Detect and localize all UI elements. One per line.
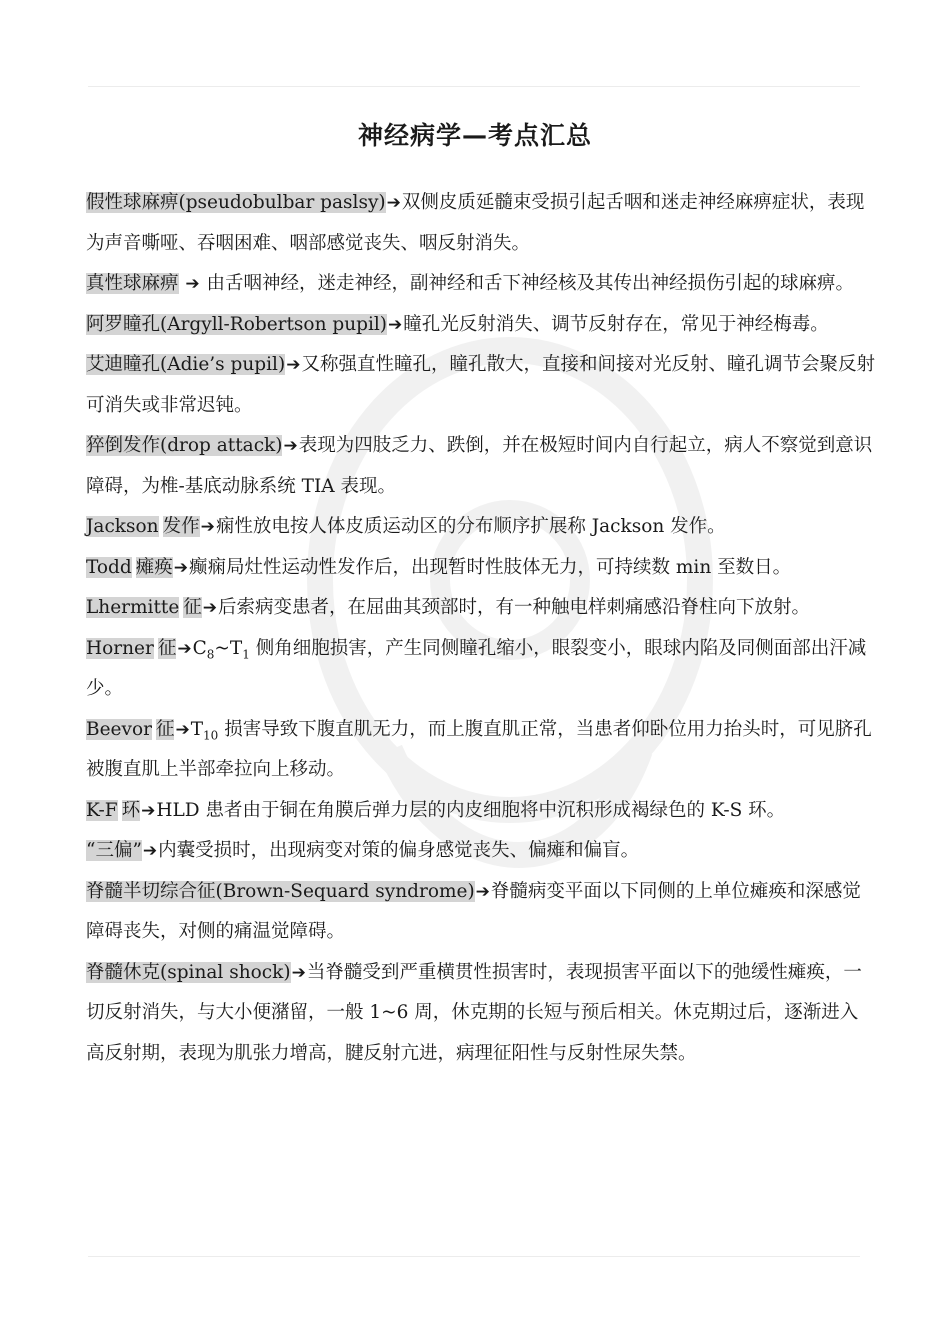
header-rule <box>88 86 860 87</box>
entry-term-suffix: 征 <box>183 597 202 618</box>
entry-drop-attack <box>86 426 876 507</box>
spinal-level: ~T <box>214 637 243 659</box>
arrow-icon: ➔ <box>173 557 188 578</box>
entry-term: Jackson <box>86 516 159 537</box>
entry-term-suffix: 发作 <box>162 516 200 537</box>
spinal-level-subscript: 1 <box>242 647 250 662</box>
arrow-icon: ➔ <box>200 517 215 537</box>
entry-term: Beevor <box>86 718 152 740</box>
entry-todd-paralysis <box>86 548 876 589</box>
entry-adie-pupil <box>86 345 876 426</box>
entry-lhermitte-sign <box>86 588 876 629</box>
arrow-icon: ➔ <box>475 881 490 902</box>
entry-text: 当脊髓受到严重横贯性损害时，表现损害平面以下的弛缓性瘫痪，一切反射消失，与大小便潴留，一般 1~6 周，休克期的长短与预后相关。休克期过后，逐渐进入高反射期，表现为肌张力增高，腱反射亢进，病理征阳性与反射性尿失禁。 <box>86 961 862 1064</box>
entry-pseudobulbar-palsy <box>86 183 876 264</box>
arrow-icon: ➔ <box>283 436 298 456</box>
entry-text: 双侧皮质延髓束受损引起舌咽和迷走神经麻痹症状，表现为声音嘶哑、吞咽困难、咽部感觉丧失、咽反射消失。 <box>86 192 865 254</box>
entry-term: 阿罗瞳孔(Argyll-Robertson pupil) <box>86 313 388 335</box>
entry-term-suffix: 征 <box>155 718 175 740</box>
entry-term: 猝倒发作(drop attack) <box>86 435 283 456</box>
entry-argyll-robertson-pupil <box>86 305 876 346</box>
entry-text: 癫痫局灶性运动性发作后，出现暂时性肢体无力，可持续数 min 至数日。 <box>189 556 792 578</box>
entry-text: 瞳孔光反射消失、调节反射存在，常见于神经梅毒。 <box>403 313 829 335</box>
spinal-level-subscript: 10 <box>203 728 219 743</box>
entry-term: 真性球麻痹 <box>86 273 179 294</box>
entry-term-suffix: 征 <box>157 637 177 659</box>
entry-spinal-shock <box>86 953 876 1075</box>
spinal-level-subscript: 8 <box>206 647 215 662</box>
entry-jackson-seizure <box>86 507 876 548</box>
spinal-level: T <box>190 718 204 740</box>
entry-horner-sign <box>86 629 876 710</box>
entry-term: 假性球麻痹(pseudobulbar paslsy) <box>86 192 386 213</box>
entry-text: 脊髓病变平面以下同侧的上单位瘫痪和深感觉障碍丧失，对侧的痛温觉障碍。 <box>86 880 861 942</box>
glossary-list <box>86 183 876 1074</box>
arrow-icon: ➔ <box>185 274 200 294</box>
entry-text: HLD 患者由于铜在角膜后弹力层的内皮细胞将中沉积形成褐绿色的 K-S 环。 <box>156 799 786 821</box>
entry-text: 痫性放电按人体皮质运动区的分布顺序扩展称 Jackson 发作。 <box>215 516 726 537</box>
entry-term: 脊髓休克(spinal shock) <box>86 961 291 983</box>
entry-text: 又称强直性瞳孔，瞳孔散大，直接和间接对光反射、瞳孔调节会聚反射可消失或非常迟钝。 <box>86 354 875 416</box>
entry-brown-sequard-syndrome <box>86 872 876 953</box>
arrow-icon: ➔ <box>291 962 306 983</box>
arrow-icon: ➔ <box>177 638 192 659</box>
entry-text: 后索病变患者，在屈曲其颈部时，有一种触电样刺痛感沿脊柱向下放射。 <box>218 597 811 618</box>
entry-text: 内囊受损时，出现病变对策的偏身感觉丧失、偏瘫和偏盲。 <box>158 840 640 861</box>
arrow-icon: ➔ <box>202 598 218 618</box>
arrow-icon: ➔ <box>141 800 156 821</box>
entry-true-bulbar-palsy <box>86 264 876 305</box>
entry-term-suffix: 瘫痪 <box>135 556 173 578</box>
entry-term: “三偏” <box>86 840 142 861</box>
entry-text: 表现为四肢乏力、跌倒，并在极短时间内自行起立，病人不察觉到意识障碍，为椎-基底动脉系统 TIA 表现。 <box>86 435 873 497</box>
entry-beevor-sign <box>86 710 876 791</box>
spinal-level: C <box>192 637 207 659</box>
entry-kf-ring <box>86 791 876 832</box>
arrow-icon: ➔ <box>388 314 403 335</box>
arrow-icon: ➔ <box>175 719 190 740</box>
entry-term: Todd <box>86 556 132 578</box>
entry-three-hemi <box>86 831 876 872</box>
entry-term: K-F <box>86 799 118 821</box>
arrow-icon: ➔ <box>286 355 301 375</box>
entry-term-suffix: 环 <box>121 799 141 821</box>
entry-text: 侧角细胞损害，产生同侧瞳孔缩小，眼裂变小，眼球内陷及同侧面部出汗减少。 <box>86 637 867 699</box>
arrow-icon: ➔ <box>142 841 158 861</box>
page-title: 神经病学—考点汇总 <box>357 121 592 150</box>
entry-term: Lhermitte <box>86 597 180 618</box>
arrow-icon: ➔ <box>386 193 401 213</box>
entry-term: 脊髓半切综合征(Brown-Sequard syndrome) <box>86 880 475 902</box>
footer-rule <box>88 1256 860 1257</box>
entry-term: Horner <box>86 637 154 659</box>
entry-text: 由舌咽神经，迷走神经，副神经和舌下神经核及其传出神经损伤引起的球麻痹。 <box>200 273 855 294</box>
entry-term: 艾迪瞳孔(Adie’s pupil) <box>86 354 286 375</box>
entry-text: 损害导致下腹直肌无力，而上腹直肌正常，当患者仰卧位用力抬头时，可见脐孔被腹直肌上半部牵拉向上移动。 <box>86 718 872 780</box>
